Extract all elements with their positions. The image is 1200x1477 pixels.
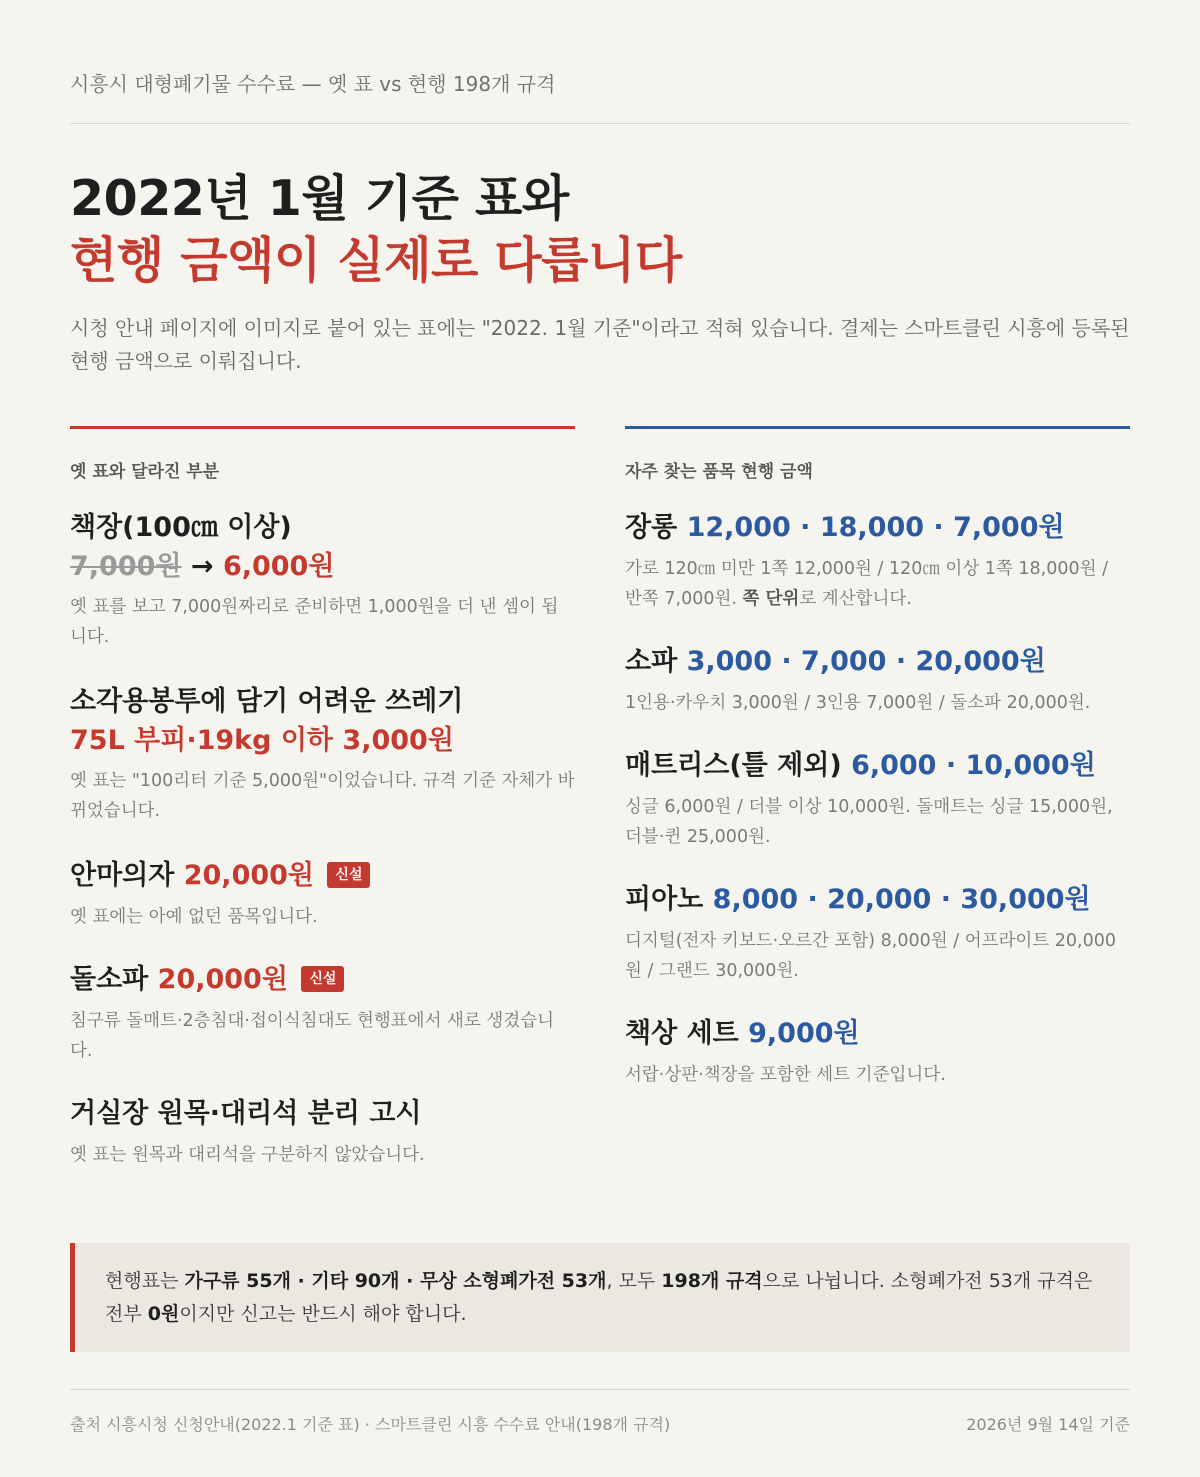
change-item-bulky-waste: [70, 682, 575, 826]
page-headline: [70, 168, 1130, 292]
item-title: 책장(100㎝ 이상): [70, 512, 292, 543]
item-price: 8,000 · 20,000 · 30,000원: [712, 884, 1091, 915]
item-description: 서랍·상판·책장을 포함한 세트 기준입니다.: [625, 1065, 946, 1085]
new-badge: 신설: [327, 862, 370, 888]
change-item-stone-sofa: [70, 960, 575, 1066]
item-price: 75L 부피·19kg 이하 3,000원: [70, 725, 454, 756]
item-price: 12,000 · 18,000 · 7,000원: [686, 512, 1065, 543]
price-change: [70, 548, 575, 586]
item-price: 20,000원: [157, 964, 288, 995]
note-text: 이지만 신고는 반드시 해야 합니다.: [179, 1303, 467, 1325]
arrow-icon: →: [190, 551, 214, 582]
item-title-row: [70, 856, 575, 896]
item-price: 20,000원: [183, 860, 315, 891]
item-price: 9,000원: [748, 1018, 860, 1049]
item-title: 소파: [625, 646, 678, 677]
new-price: 6,000원: [222, 551, 335, 582]
note-bold: 가구류 55개 · 기타 90개 · 무상 소형폐가전 53개: [184, 1270, 607, 1292]
item-title: 매트리스(틀 제외): [625, 750, 842, 781]
note-bold: 198개 규격: [661, 1270, 763, 1292]
change-item-bookshelf: [70, 508, 575, 652]
footer-source: 출처 시흥시청 신청안내(2022.1 기준 표) · 스마트클린 시흥 수수료 안내(198개 규격): [70, 1415, 671, 1434]
price-item-sofa: [625, 642, 1130, 718]
item-title: 소각용봉투에 담기 어려운 쓰레기: [70, 686, 464, 717]
top-divider: [70, 123, 1130, 124]
item-title-row: [625, 880, 1130, 920]
price-item-desk-set: [625, 1014, 1130, 1090]
item-title: 장롱: [625, 512, 678, 543]
item-title: 돌소파: [70, 964, 149, 995]
changes-column: [70, 426, 575, 1165]
summary-note: [70, 1243, 1130, 1352]
current-prices-section-title: 자주 찾는 품목 현행 금액: [625, 462, 813, 482]
item-title-row: [70, 960, 575, 1000]
item-description: 싱글 6,000원 / 더블 이상 10,000원. 돌매트는 싱글 15,000원, 더블·퀸 25,000원.: [625, 797, 1113, 847]
item-description: 옛 표를 보고 7,000원짜리로 준비하면 1,000원을 더 낸 셈이 됩니다.: [70, 597, 559, 647]
current-prices-column-rule: [625, 426, 1130, 429]
item-description: 가로 120㎝ 미만 1쪽 12,000원 / 120㎝ 이상 1쪽 18,000원 / 반쪽 7,000원. 쪽 단위로 계산합니다.: [625, 559, 1109, 609]
headline-line-2: 현행 금액이 실제로 다릅니다: [70, 232, 682, 289]
changes-column-rule: [70, 426, 575, 429]
old-price: 7,000원: [70, 551, 182, 582]
bottom-divider: [70, 1389, 1130, 1390]
note-text: 으로 나뉩니다. 소형폐가전 53개 규격은 전부: [105, 1270, 1093, 1325]
price-item-wardrobe: [625, 508, 1130, 614]
item-description: 옛 표는 원목과 대리석을 구분하지 않았습니다.: [70, 1145, 425, 1165]
lead-paragraph: 시청 안내 페이지에 이미지로 붙어 있는 표에는 "2022. 1월 기준"이라고 적혀 있습니다. 결제는 스마트클린 시흥에 등록된 현행 금액으로 이뤄집니다.: [70, 316, 1130, 373]
item-description: 디지털(전자 키보드·오르간 포함) 8,000원 / 어프라이트 20,000원 / 그랜드 30,000원.: [625, 931, 1117, 981]
price-item-piano: [625, 880, 1130, 986]
note-text: 현행표는: [105, 1270, 185, 1292]
footer-date: 2026년 9월 14일 기준: [966, 1415, 1130, 1434]
new-badge: 신설: [301, 966, 344, 992]
changes-section-title: 옛 표와 달라진 부분: [70, 462, 220, 482]
item-price: 6,000 · 10,000원: [851, 750, 1096, 781]
item-price: 3,000 · 7,000 · 20,000원: [686, 646, 1046, 677]
price-item-mattress: [625, 746, 1130, 852]
item-title: 안마의자: [70, 860, 175, 891]
item-title: 피아노: [625, 884, 704, 915]
item-title: 책상 세트: [625, 1018, 739, 1049]
item-title-row: [625, 1014, 1130, 1054]
item-description: 옛 표에는 아예 없던 품목입니다.: [70, 907, 318, 927]
item-title: 거실장 원목·대리석 분리 고시: [70, 1098, 422, 1129]
change-item-living-cabinet: [70, 1094, 575, 1170]
item-title-row: [625, 642, 1130, 682]
note-bold: 0원: [147, 1303, 180, 1325]
item-description: 1인용·카우치 3,000원 / 3인용 7,000원 / 돌소파 20,000원.: [625, 693, 1091, 713]
note-text: , 모두: [606, 1270, 662, 1292]
page-topline: 시흥시 대형폐기물 수수료 — 옛 표 vs 현행 198개 규격: [70, 72, 556, 96]
current-prices-column: [625, 426, 1130, 1085]
headline-line-1: 2022년 1월 기준 표와: [70, 170, 569, 227]
item-title-row: [625, 746, 1130, 786]
item-description: 옛 표는 "100리터 기준 5,000원"이었습니다. 규격 기준 자체가 바뀌었습니다.: [70, 771, 575, 821]
item-description: 침구류 돌매트·2층침대·접이식침대도 현행표에서 새로 생겼습니다.: [70, 1011, 555, 1061]
change-item-massage-chair: [70, 856, 575, 932]
item-title-row: [625, 508, 1130, 548]
